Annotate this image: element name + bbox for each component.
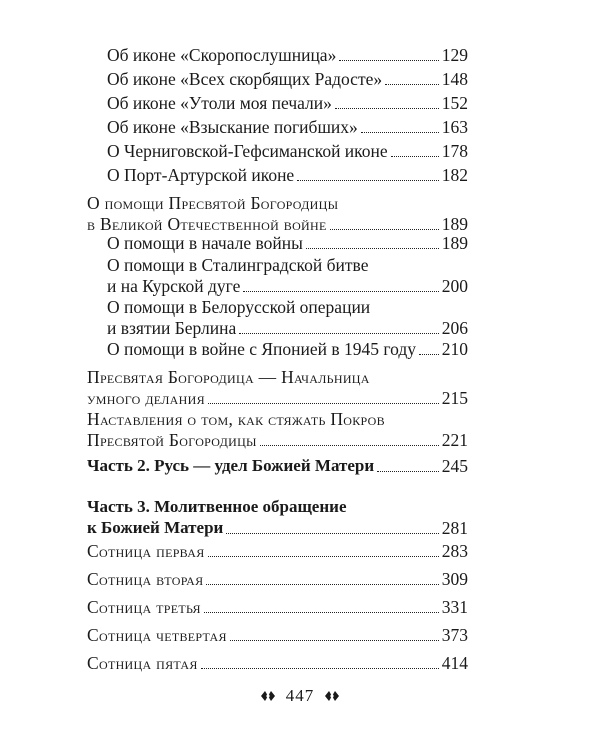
dot-leader bbox=[335, 108, 439, 109]
toc-page-number: 148 bbox=[441, 69, 468, 89]
toc-entry[interactable] bbox=[87, 387, 468, 409]
toc-entry-title: Сотница первая bbox=[87, 541, 205, 561]
dot-leader bbox=[208, 403, 439, 404]
toc-entry-title: О помощи в Сталинградской битве bbox=[107, 255, 369, 275]
dot-leader bbox=[226, 533, 438, 534]
toc-page-number: 163 bbox=[441, 117, 468, 137]
toc-entry[interactable] bbox=[87, 455, 468, 477]
toc-entry[interactable] bbox=[87, 624, 468, 646]
toc-entry-title: О помощи в Белорусской операции bbox=[107, 297, 371, 317]
toc-entry-title: О Черниговской-Гефсиманской иконе bbox=[107, 141, 388, 161]
toc-entry-line bbox=[107, 296, 468, 318]
toc-page-number: 206 bbox=[441, 318, 468, 338]
toc-page-number: 331 bbox=[441, 597, 468, 617]
toc-page-number: 182 bbox=[441, 165, 468, 185]
toc-entry-line bbox=[87, 408, 468, 430]
toc-page-number: 414 bbox=[441, 653, 468, 673]
dot-leader bbox=[201, 668, 439, 669]
page-footer bbox=[0, 686, 600, 706]
toc-entry-title: Об иконе «Взыскание погибших» bbox=[107, 117, 358, 137]
toc-entry-title: Наставления о том, как стяжать Покров bbox=[87, 409, 385, 429]
toc-entry[interactable] bbox=[107, 232, 468, 254]
toc-entry[interactable] bbox=[107, 317, 468, 339]
toc-entry-line bbox=[87, 366, 468, 388]
toc-page-number: 200 bbox=[441, 276, 468, 296]
dot-leader bbox=[206, 584, 438, 585]
toc-entry-line bbox=[87, 192, 468, 214]
toc-entry-title: О помощи Пресвятой Богородицы bbox=[87, 193, 339, 213]
ornament-icon bbox=[324, 690, 340, 702]
toc-entry-title: О Порт-Артурской иконе bbox=[107, 165, 295, 185]
toc-page-number: 309 bbox=[441, 569, 468, 589]
dot-leader bbox=[339, 60, 438, 61]
dot-leader bbox=[230, 640, 439, 641]
toc-entry-title: О помощи в войне с Японией в 1945 году bbox=[107, 339, 417, 359]
dot-leader bbox=[208, 556, 439, 557]
toc-entry-line bbox=[107, 254, 468, 276]
toc-entry-title: Сотница вторая bbox=[87, 569, 204, 589]
toc-entry[interactable] bbox=[107, 68, 468, 90]
toc-entry-title: Сотница третья bbox=[87, 597, 201, 617]
toc-entry-title: Часть 3. Молитвенное обращение bbox=[87, 497, 347, 516]
page-number: 447 bbox=[285, 686, 315, 705]
dot-leader bbox=[239, 333, 438, 334]
toc-entry[interactable] bbox=[107, 116, 468, 138]
dot-leader bbox=[306, 248, 439, 249]
toc-entry[interactable] bbox=[107, 275, 468, 297]
dot-leader bbox=[297, 180, 439, 181]
toc-page-number: 189 bbox=[441, 233, 468, 253]
dot-leader bbox=[361, 132, 439, 133]
toc-entry[interactable] bbox=[87, 568, 468, 590]
toc-entry-title: О помощи в начале войны bbox=[107, 233, 303, 253]
dot-leader bbox=[243, 291, 438, 292]
dot-leader bbox=[330, 229, 439, 230]
dot-leader bbox=[377, 471, 439, 472]
toc-entry-line bbox=[87, 496, 468, 518]
toc-entry[interactable] bbox=[107, 44, 468, 66]
toc-entry-title: Об иконе «Утоли моя печали» bbox=[107, 93, 332, 113]
toc-entry[interactable] bbox=[107, 164, 468, 186]
toc-entry-title: к Божией Матери bbox=[87, 518, 224, 537]
toc-page-number: 215 bbox=[441, 388, 468, 408]
toc-entry-title: Об иконе «Скоропослушница» bbox=[107, 45, 337, 65]
toc-page-number: 245 bbox=[441, 456, 468, 476]
ornament-icon bbox=[260, 690, 276, 702]
dot-leader bbox=[385, 84, 439, 85]
toc-entry-title: Об иконе «Всех скорбящих Радосте» bbox=[107, 69, 383, 89]
toc-page-number: 221 bbox=[441, 430, 468, 450]
toc-page-number: 129 bbox=[441, 45, 468, 65]
toc-entry-title: умного делания bbox=[87, 388, 205, 408]
toc-entry[interactable] bbox=[107, 338, 468, 360]
toc-page-number: 178 bbox=[441, 141, 468, 161]
toc-entry-title: в Великой Отечественной войне bbox=[87, 214, 327, 234]
dot-leader bbox=[391, 156, 439, 157]
dot-leader bbox=[419, 354, 439, 355]
toc-entry[interactable] bbox=[87, 596, 468, 618]
toc-entry[interactable] bbox=[107, 140, 468, 162]
toc-page-number: 189 bbox=[441, 214, 468, 234]
dot-leader bbox=[260, 445, 439, 446]
toc-entry-title: Пресвятой Богородицы bbox=[87, 430, 257, 450]
toc-entry-title: Пресвятая Богородица — Начальница bbox=[87, 367, 370, 387]
toc-entry-title: Часть 2. Русь — удел Божией Матери bbox=[87, 456, 375, 475]
toc-page-number: 283 bbox=[441, 541, 468, 561]
toc-entry[interactable] bbox=[87, 429, 468, 451]
toc-entry-title: Сотница четвертая bbox=[87, 625, 227, 645]
toc-page-number: 373 bbox=[441, 625, 468, 645]
toc-entry[interactable] bbox=[87, 652, 468, 674]
toc-entry[interactable] bbox=[87, 517, 468, 539]
toc-page-number: 281 bbox=[441, 518, 468, 538]
toc-entry-title: и на Курской дуге bbox=[107, 276, 241, 296]
toc-entry-title: и взятии Берлина bbox=[107, 318, 237, 338]
toc-entry[interactable] bbox=[107, 92, 468, 114]
toc-entry[interactable] bbox=[87, 540, 468, 562]
dot-leader bbox=[204, 612, 439, 613]
toc-page-number: 152 bbox=[441, 93, 468, 113]
toc-entry-title: Сотница пятая bbox=[87, 653, 198, 673]
toc-page-number: 210 bbox=[441, 339, 468, 359]
